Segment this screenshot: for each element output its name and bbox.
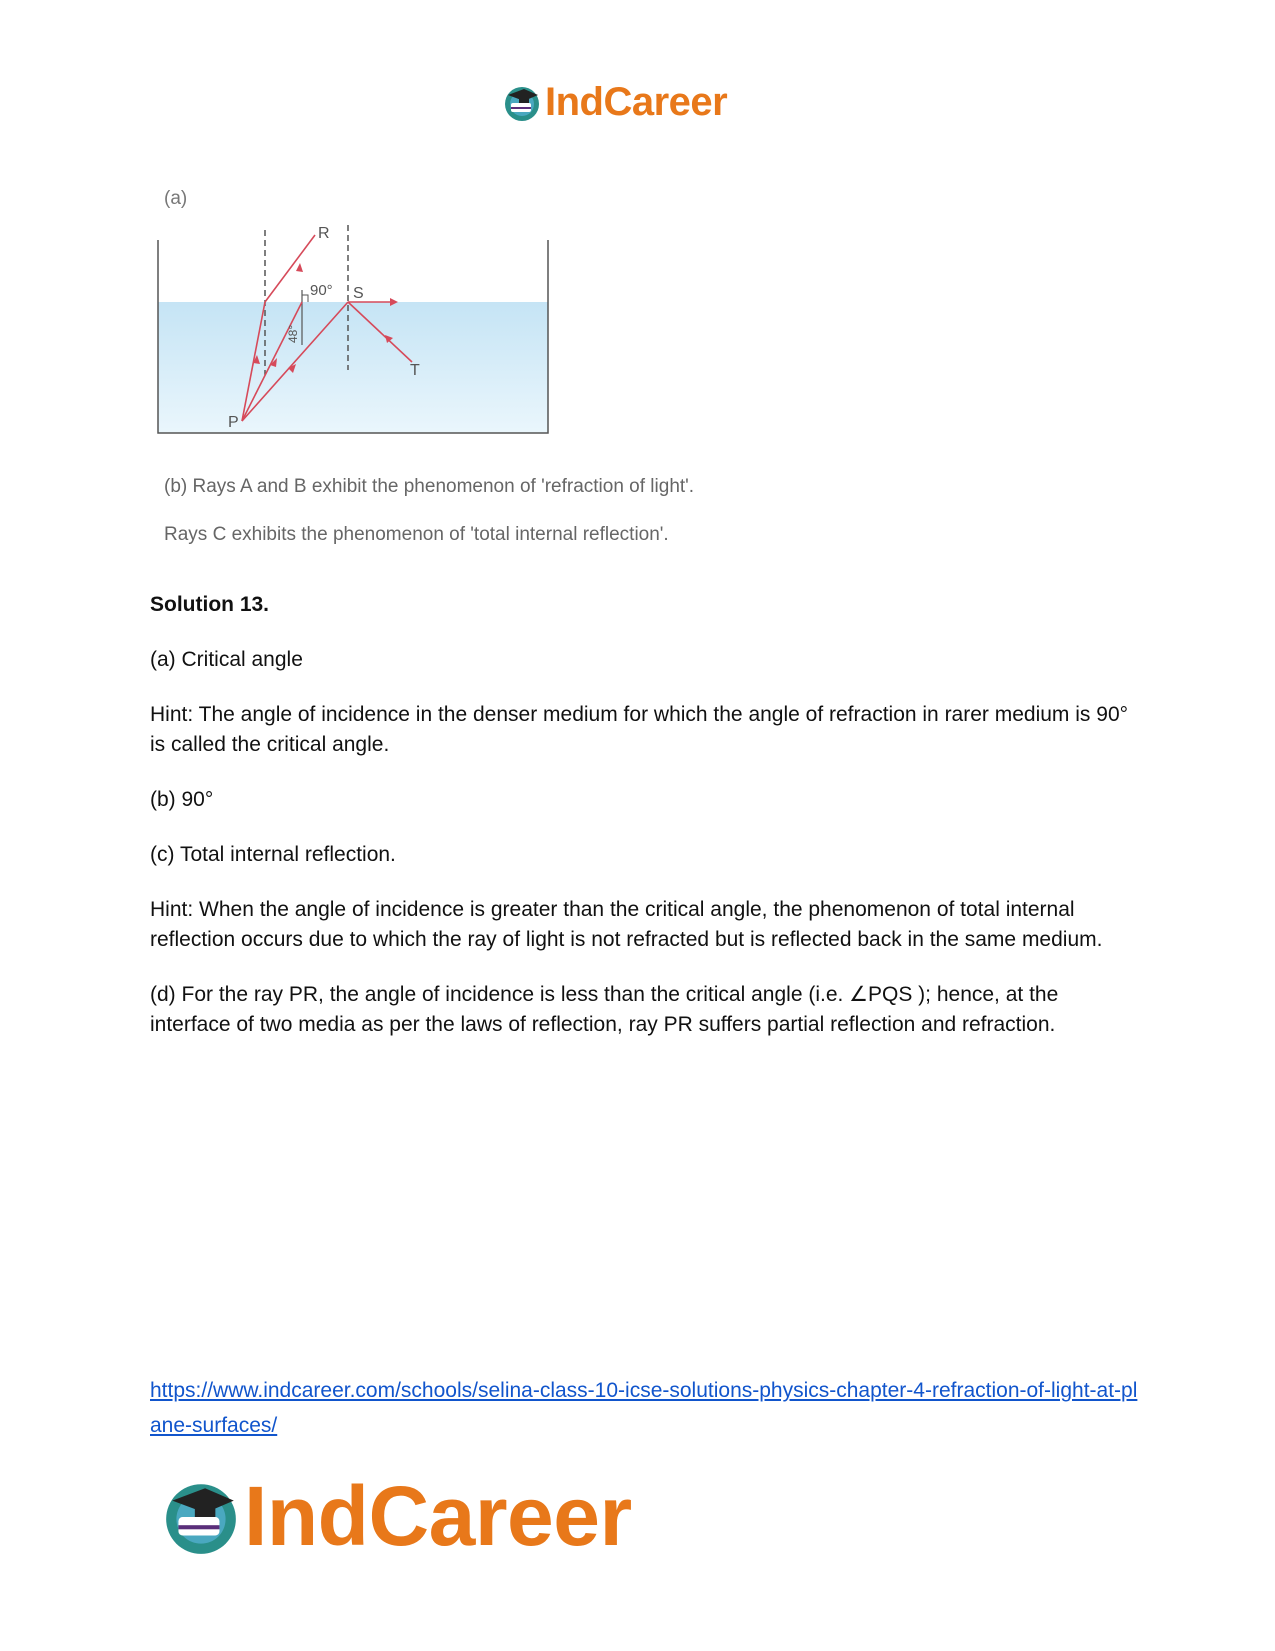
label-r: R: [318, 225, 330, 242]
solution-title: Solution 13.: [150, 593, 270, 616]
label-t: T: [410, 362, 420, 379]
footer-logo: [160, 1468, 632, 1565]
hint-a: Hint: The angle of incidence in the denser medium for which the angle of refraction in rarer medium is 90° is called the critical angle.: [150, 703, 1129, 756]
label-s: S: [353, 285, 364, 302]
caption-c: Rays C exhibits the phenomenon of 'total internal reflection'.: [164, 524, 669, 545]
logo-text: IndCareer: [545, 80, 728, 124]
solution-section: [150, 590, 1140, 1040]
answer-c: (c) Total internal reflection.: [150, 843, 396, 866]
logo-text: IndCareer: [244, 1469, 632, 1563]
label-p: P: [228, 414, 239, 431]
hint-c: Hint: When the angle of incidence is greater than the critical angle, the phenomenon of total internal reflection occurs due to which the ray of light is not refracted but is reflected back in the same medium.: [150, 898, 1103, 951]
water-region: [158, 302, 548, 433]
source-link[interactable]: https://www.indcareer.com/schools/selina-class-10-icse-solutions-physics-chapter-4-refraction-of-light-at-plane-surfaces/: [150, 1379, 1138, 1437]
header-logo: [502, 80, 727, 125]
answer-b: (b) 90°: [150, 788, 214, 811]
figure-label: (a): [164, 188, 188, 209]
answer-a: (a) Critical angle: [150, 648, 303, 671]
caption-b: (b) Rays A and B exhibit the phenomenon of 'refraction of light'.: [164, 476, 695, 497]
graduation-globe-icon: [160, 1476, 242, 1558]
ray-refracted-r: [265, 235, 315, 302]
label-48: 48°: [286, 324, 300, 343]
refraction-diagram: [150, 225, 580, 450]
graduation-globe-icon: [502, 83, 542, 123]
label-90: 90°: [310, 282, 333, 299]
answer-d: (d) For the ray PR, the angle of incidence is less than the critical angle (i.e. ∠PQS ); hence, at the interface of two media as per the laws of reflection, ray PR suffers partial reflection and refraction.: [150, 983, 1059, 1036]
